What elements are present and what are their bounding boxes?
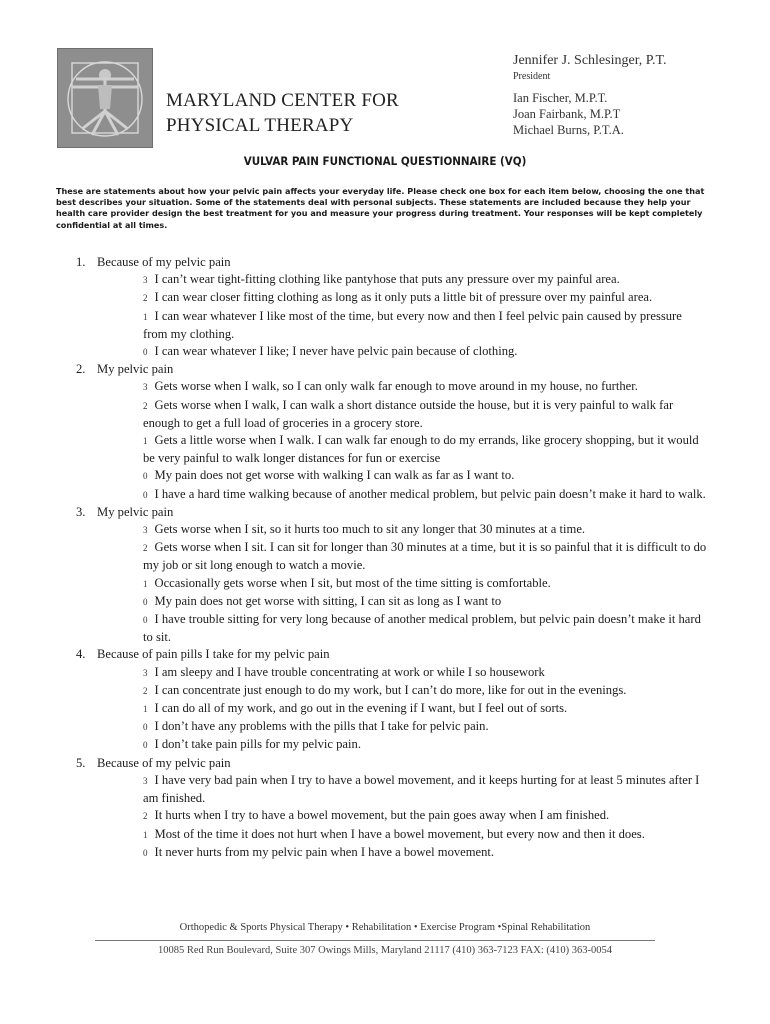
question-heading-text: Because of my pelvic pain (97, 255, 231, 269)
answer-option[interactable] (0, 539, 708, 574)
option-score: 0 (143, 847, 148, 858)
option-text: I can wear closer fitting clothing as long as it only puts a little bit of pressure over my painful area. (154, 290, 653, 305)
staff-member: Michael Burns, P.T.A. (513, 123, 624, 137)
answer-option[interactable] (0, 593, 708, 611)
option-text: I can wear whatever I like; I never have pelvic pain because of clothing. (154, 344, 518, 359)
staff-list (513, 52, 667, 138)
option-text: It never hurts from my pelvic pain when I have a bowel movement. (154, 844, 495, 859)
answer-option[interactable] (0, 826, 708, 844)
option-score: 0 (143, 471, 148, 482)
answer-option[interactable] (0, 807, 708, 825)
question-5 (0, 755, 770, 862)
question-number: 4. (76, 647, 86, 662)
answer-option[interactable] (0, 664, 708, 682)
option-score: 0 (143, 489, 148, 500)
question-heading-text: My pelvic pain (97, 362, 174, 377)
question-heading (0, 254, 770, 271)
option-text: My pain does not get worse with sitting, I can sit as long as I want to (154, 593, 502, 608)
option-text: Gets worse when I sit. I can sit for longer than 30 minutes at a time, but it is so painful that it is difficult to do my job or sit long enough to watch a movie. (143, 540, 707, 573)
option-score: 3 (143, 667, 148, 678)
option-text: Gets a little worse when I walk. I can walk far enough to do my errands, like grocery shopping, but it would be very painful to walk longer distances for fun or exercise (143, 433, 699, 466)
president-name: Jennifer J. Schlesinger, P.T. (513, 53, 667, 68)
answer-option[interactable] (0, 575, 708, 593)
option-score: 3 (143, 775, 148, 786)
option-text: I can wear whatever I like most of the time, but every now and then I feel pelvic pain caused by pressure from my clothing. (143, 308, 682, 341)
option-score: 2 (143, 400, 148, 411)
option-text: My pain does not get worse with walking I can walk as far as I want to. (154, 468, 515, 483)
option-score: 3 (143, 525, 148, 536)
option-text: Gets worse when I walk, so I can only walk far enough to move around in my house, no further. (154, 379, 638, 394)
answer-option[interactable] (0, 611, 708, 646)
option-score: 2 (143, 543, 148, 554)
answer-option[interactable] (0, 772, 708, 807)
option-text: I have trouble sitting for very long because of another medical problem, but pelvic pain doesn’t make it hard to sit. (143, 612, 701, 645)
president-title: President (513, 71, 551, 82)
staff-member: Joan Fairbank, M.P.T (513, 107, 621, 121)
answer-option[interactable] (0, 271, 708, 289)
option-score: 1 (143, 311, 148, 322)
answer-option[interactable] (0, 844, 708, 862)
option-score: 1 (143, 436, 148, 447)
option-text: Gets worse when I walk, I can walk a short distance outside the house, but it is very painful to walk far enough to get a full load of groceries in a grocery store. (143, 397, 674, 430)
question-heading-text: Because of my pelvic pain (97, 755, 231, 770)
org-name-line1: MARYLAND CENTER FOR (166, 90, 399, 111)
option-text: I can concentrate just enough to do my work, but I can’t do more, like for out in the evenings. (154, 682, 627, 697)
answer-option[interactable] (0, 308, 708, 343)
option-text: It hurts when I try to have a bowel movement, but the pain goes away when I am finished. (154, 808, 610, 823)
vitruvian-man-logo (57, 48, 153, 148)
answer-option[interactable] (0, 397, 708, 432)
option-text: I have a hard time walking because of another medical problem, but pelvic pain doesn’t make it hard to walk. (154, 486, 706, 501)
option-score: 3 (143, 275, 148, 286)
option-score: 1 (143, 829, 148, 840)
answer-option[interactable] (0, 378, 708, 396)
option-score: 2 (143, 293, 148, 304)
question-number: 2. (76, 362, 86, 377)
answer-option[interactable] (0, 486, 708, 504)
option-score: 2 (143, 811, 148, 822)
answer-option[interactable] (0, 682, 708, 700)
option-text: Occasionally gets worse when I sit, but most of the time sitting is comfortable. (154, 575, 551, 590)
question-number: 3. (76, 504, 86, 519)
answer-option[interactable] (0, 289, 708, 307)
answer-option[interactable] (0, 521, 708, 539)
question-heading (0, 361, 770, 378)
footer-divider (95, 940, 655, 941)
question-3 (0, 504, 770, 647)
question-heading (0, 504, 770, 521)
question-4 (0, 646, 770, 754)
option-score: 1 (143, 704, 148, 715)
option-text: I can do all of my work, and go out in the evening if I want, but I feel out of sorts. (154, 701, 568, 716)
option-text: I am sleepy and I have trouble concentrating at work or while I so housework (154, 664, 545, 679)
answer-option[interactable] (0, 343, 708, 361)
answer-option[interactable] (0, 432, 708, 467)
answer-option[interactable] (0, 718, 708, 736)
option-score: 0 (143, 740, 148, 751)
staff-member: Ian Fischer, M.P.T. (513, 91, 608, 105)
option-score: 1 (143, 578, 148, 589)
question-2 (0, 361, 770, 504)
question-1 (0, 254, 770, 361)
question-number: 1. (76, 255, 86, 269)
answer-option[interactable] (0, 467, 708, 485)
question-number: 5. (76, 755, 86, 770)
option-text: Gets worse when I sit, so it hurts too much to sit any longer that 30 minutes at a time. (154, 522, 586, 537)
answer-option[interactable] (0, 736, 708, 754)
org-name-line2: PHYSICAL THERAPY (166, 115, 354, 136)
option-text: I don’t take pain pills for my pelvic pain. (154, 737, 361, 752)
question-heading-text: My pelvic pain (97, 504, 174, 519)
footer-services: Orthopedic & Sports Physical Therapy • Rehabilitation • Exercise Program •Spinal Rehabilitation (179, 922, 591, 933)
answer-option[interactable] (0, 700, 708, 718)
question-heading (0, 755, 770, 772)
instructions-paragraph: These are statements about how your pelvic pain affects your everyday life. Please check one box for each item below, choosing the one that best describes your situation. Some of the statements deal with personal subjects. These statements are included because they help your health care provider design the best treatment for you and measure your progress during treatment. Your responses will be kept completely confidential at all times. (56, 186, 705, 230)
option-score: 0 (143, 596, 148, 607)
option-text: I can’t wear tight-fitting clothing like pantyhose that puts any pressure over my painful area. (154, 272, 620, 287)
option-score: 0 (143, 615, 148, 626)
option-score: 3 (143, 382, 148, 393)
organization-name (166, 88, 399, 138)
footer-address: 10085 Red Run Boulevard, Suite 307 Owings Mills, Maryland 21117 (410) 363-7123 FAX: (410) 363-0054 (158, 945, 612, 956)
questionnaire (0, 254, 770, 862)
option-text: Most of the time it does not hurt when I have a bowel movement, but every now and then it does. (154, 826, 645, 841)
option-score: 2 (143, 685, 148, 696)
question-heading-text: Because of pain pills I take for my pelvic pain (97, 647, 330, 662)
form-title: VULVAR PAIN FUNCTIONAL QUESTIONNAIRE (VQ) (243, 154, 527, 168)
option-text: I don’t have any problems with the pills that I take for pelvic pain. (154, 719, 489, 734)
option-score: 0 (143, 347, 148, 358)
option-score: 0 (143, 722, 148, 733)
question-heading (0, 646, 770, 663)
option-text: I have very bad pain when I try to have a bowel movement, and it keeps hurting for at least 5 minutes after I am finished. (143, 772, 700, 806)
